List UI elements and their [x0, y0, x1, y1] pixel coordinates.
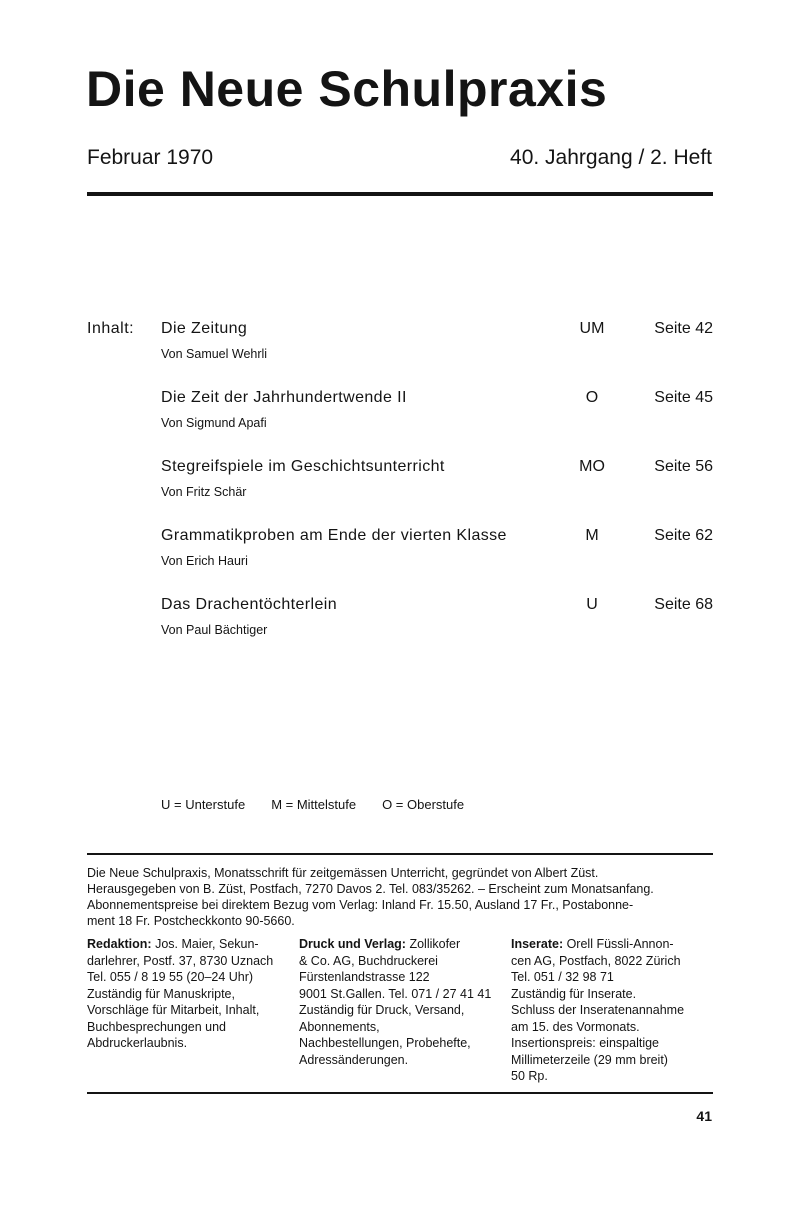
redaktion-line: Zuständig für Manuskripte, [87, 986, 235, 1001]
legend-oberstufe: O = Oberstufe [382, 797, 465, 812]
redaktion-line: Buchbesprechungen und [87, 1019, 227, 1034]
page-number: 41 [696, 1108, 712, 1124]
inserate-line: Millimeterzeile (29 mm breit) [511, 1052, 668, 1067]
toc-item [161, 527, 713, 587]
article-level: MO [579, 458, 605, 475]
redaktion-line: darlehrer, Postf. 37, 8730 Uznach [87, 953, 274, 968]
legend-unterstufe: U = Unterstufe [161, 797, 246, 812]
druck-line: Adressänderungen. [299, 1052, 409, 1067]
inserate-line: cen AG, Postfach, 8022 Zürich [511, 953, 681, 968]
inserate-line: am 15. des Vormonats. [511, 1019, 640, 1034]
article-level: U [586, 596, 598, 613]
inserate-line: Tel. 051 / 32 98 71 [511, 970, 614, 984]
druck-column [299, 936, 505, 1068]
article-page: Seite 45 [654, 389, 713, 406]
legend-mittelstufe: M = Mittelstufe [271, 797, 357, 812]
inserate-heading: Inserate: [511, 937, 564, 951]
article-author: Von Samuel Wehrli [161, 347, 268, 361]
druck-line: 9001 St.Gallen. Tel. 071 / 27 41 41 [299, 986, 492, 1001]
article-title: Die Zeit der Jahrhundertwende II [161, 389, 407, 406]
toc-item [161, 320, 713, 380]
article-page: Seite 56 [654, 458, 713, 475]
article-page: Seite 42 [654, 320, 713, 337]
article-title: Stegreifspiele im Geschichtsunterricht [161, 458, 445, 475]
druck-line: Zuständig für Druck, Versand, [299, 1003, 465, 1017]
inserate-text: Orell Füssli-Annon- [563, 937, 674, 951]
toc-item [161, 389, 713, 449]
redaktion-line: Abdruckerlaubnis. [87, 1036, 188, 1050]
article-author: Von Sigmund Apafi [161, 416, 267, 430]
imprint-line: Abonnementspreise bei direktem Bezug vom Verlag: Inland Fr. 15.50, Ausland 17 Fr., Postabonne- [87, 898, 634, 912]
imprint-line: Die Neue Schulpraxis, Monatsschrift für zeitgemässen Unterricht, gegründet von Albert Züst. [87, 866, 599, 880]
level-legend [161, 797, 464, 812]
issue-number: 40. Jahrgang / 2. Heft [510, 146, 712, 169]
article-level: UM [579, 320, 605, 337]
inserate-line: Insertionspreis: einspaltige [511, 1036, 659, 1050]
toc-item [161, 596, 713, 656]
redaktion-heading: Redaktion: [87, 937, 152, 951]
article-author: Von Fritz Schär [161, 485, 247, 499]
druck-heading: Druck und Verlag: [299, 937, 406, 951]
header-rule [87, 192, 713, 196]
imprint-top-rule [87, 853, 713, 855]
article-level: M [585, 527, 599, 544]
article-page: Seite 62 [654, 527, 713, 544]
issue-date: Februar 1970 [87, 146, 214, 169]
redaktion-line: Vorschläge für Mitarbeit, Inhalt, [87, 1003, 260, 1017]
article-author: Von Erich Hauri [161, 554, 248, 568]
imprint-line: ment 18 Fr. Postcheckkonto 90-5660. [87, 914, 295, 928]
druck-line: & Co. AG, Buchdruckerei [299, 953, 438, 968]
inserate-line: 50 Rp. [511, 1069, 548, 1083]
druck-line: Nachbestellungen, Probehefte, [299, 1036, 471, 1050]
imprint-line: Herausgegeben von B. Züst, Postfach, 7270 Davos 2. Tel. 083/35262. – Erscheint zum Monatsanfang. [87, 882, 654, 896]
inserate-line: Zuständig für Inserate. [511, 986, 637, 1001]
imprint-bottom-rule [87, 1092, 713, 1094]
redaktion-line: Tel. 055 / 8 19 55 (20–24 Uhr) [87, 970, 254, 984]
imprint-intro [87, 865, 713, 929]
toc-item [161, 458, 713, 518]
article-page: Seite 68 [654, 596, 713, 613]
article-title: Grammatikproben am Ende der vierten Klasse [161, 527, 507, 544]
druck-text: Zollikofer [405, 937, 461, 951]
inserate-line: Schluss der Inseratenannahme [511, 1003, 685, 1017]
article-title: Die Zeitung [161, 320, 248, 337]
article-author: Von Paul Bächtiger [161, 623, 268, 637]
article-level: O [585, 389, 599, 406]
druck-line: Fürstenlandstrasse 122 [299, 970, 430, 984]
page-title: Die Neue Schulpraxis [86, 61, 608, 117]
toc-label: Inhalt: [87, 320, 135, 337]
inserate-column [511, 936, 717, 1085]
article-title: Das Drachentöchterlein [161, 596, 337, 613]
redaktion-column [87, 936, 293, 1052]
redaktion-text: Jos. Maier, Sekun- [151, 937, 259, 951]
druck-line: Abonnements, [299, 1019, 380, 1034]
